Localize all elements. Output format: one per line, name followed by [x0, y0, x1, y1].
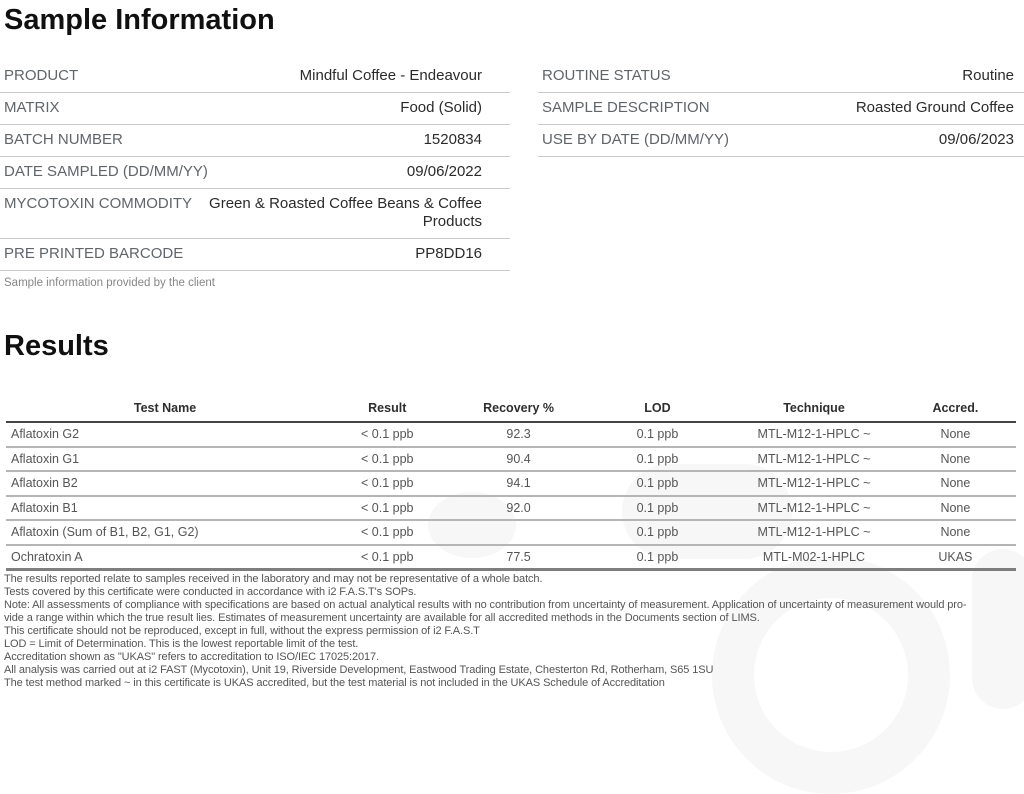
note-line: The results reported relate to samples received in the laboratory and may not be representative of a whole batch. [4, 573, 543, 585]
table-cell: Aflatoxin G1 [6, 447, 319, 472]
info-value: 1520834 [423, 131, 482, 148]
note-line: Accreditation shown as "UKAS" refers to accreditation to ISO/IEC 17025:2017. [4, 651, 380, 663]
info-row-pre-printed-barcode [0, 239, 510, 271]
info-value: Routine [962, 67, 1014, 84]
info-label: USE BY DATE (DD/MM/YY) [542, 131, 729, 148]
info-label: PRE PRINTED BARCODE [4, 245, 184, 262]
table-row [6, 471, 1016, 496]
table-cell: MTL-M12-1-HPLC ~ [733, 422, 895, 447]
table-cell: 0.1 ppb [582, 422, 734, 447]
table-row [6, 545, 1016, 570]
table-cell: 0.1 ppb [582, 471, 734, 496]
info-label: PRODUCT [4, 67, 79, 84]
table-cell: None [895, 422, 1016, 447]
table-cell: 92.3 [455, 422, 581, 447]
table-cell: < 0.1 ppb [319, 471, 455, 496]
column-header-lod: LOD [582, 396, 734, 422]
results-table [6, 396, 1016, 571]
table-cell: < 0.1 ppb [319, 496, 455, 521]
table-cell: Aflatoxin G2 [6, 422, 319, 447]
table-cell: MTL-M12-1-HPLC ~ [733, 520, 895, 545]
results-notes [0, 573, 1024, 690]
info-row-matrix [0, 93, 510, 125]
info-label: MATRIX [4, 99, 60, 116]
table-cell: None [895, 471, 1016, 496]
table-cell: MTL-M12-1-HPLC ~ [733, 471, 895, 496]
info-label: SAMPLE DESCRIPTION [542, 99, 710, 116]
info-value: Food (Solid) [400, 99, 482, 116]
table-cell: None [895, 447, 1016, 472]
info-label: MYCOTOXIN COMMODITY [4, 195, 193, 212]
column-header-result: Result [319, 396, 455, 422]
info-row-product [0, 61, 510, 93]
note-line: The test method marked ~ in this certificate is UKAS accredited, but the test material is not included in the UKAS Schedule of Accreditation [4, 677, 665, 689]
info-label: DATE SAMPLED (DD/MM/YY) [4, 163, 208, 180]
report-page [0, 4, 1024, 690]
sample-info-right-column [538, 61, 1024, 157]
info-value: PP8DD16 [415, 245, 482, 262]
table-row [6, 422, 1016, 447]
table-cell: MTL-M12-1-HPLC ~ [733, 447, 895, 472]
table-cell: < 0.1 ppb [319, 545, 455, 570]
note-line: This certificate should not be reproduced, except in full, without the express permission of i2 F.A.S.T [4, 625, 480, 637]
info-label: BATCH NUMBER [4, 131, 123, 148]
table-cell: 92.0 [455, 496, 581, 521]
results-table-body [6, 422, 1016, 570]
note-line: Note: All assessments of compliance with specifications are based on actual analytical results with no contribution from uncertainty of measurement. Application of uncertainty of measurement would pro- [4, 599, 967, 611]
table-cell: 94.1 [455, 471, 581, 496]
sample-info-section [0, 61, 1024, 290]
info-row-mycotoxin-commodity [0, 189, 510, 239]
table-cell: Aflatoxin B1 [6, 496, 319, 521]
info-row-use-by-date [538, 125, 1024, 157]
column-header-test-name: Test Name [6, 396, 319, 422]
table-cell: < 0.1 ppb [319, 520, 455, 545]
info-row-date-sampled [0, 157, 510, 189]
info-row-routine-status [538, 61, 1024, 93]
table-cell: 0.1 ppb [582, 545, 734, 570]
info-label: ROUTINE STATUS [542, 67, 671, 84]
note-line: vide a range within which the true result lies. Estimates of measurement uncertainty are available for all accredited methods in the Documents section of LIMS. [4, 612, 760, 624]
table-cell: < 0.1 ppb [319, 422, 455, 447]
column-header-recovery: Recovery % [455, 396, 581, 422]
sample-information-title: Sample Information [4, 4, 275, 36]
table-row [6, 496, 1016, 521]
table-cell: 0.1 ppb [582, 520, 734, 545]
table-cell: < 0.1 ppb [319, 447, 455, 472]
table-cell: Aflatoxin (Sum of B1, B2, G1, G2) [6, 520, 319, 545]
results-title: Results [4, 330, 109, 362]
table-cell: MTL-M12-1-HPLC ~ [733, 496, 895, 521]
column-header-accred: Accred. [895, 396, 1016, 422]
table-cell: 0.1 ppb [582, 496, 734, 521]
table-cell: None [895, 520, 1016, 545]
sample-info-left-column [0, 61, 510, 290]
note-line: All analysis was carried out at i2 FAST (Mycotoxin), Unit 19, Riverside Development, Eastwood Trading Estate, Chesterton Rd, Rotherham, S65 1SU [4, 664, 714, 676]
info-value: 09/06/2023 [938, 131, 1014, 148]
sample-info-footnote: Sample information provided by the client [4, 277, 215, 289]
table-row [6, 520, 1016, 545]
info-value: Roasted Ground Coffee [855, 99, 1014, 116]
table-cell: 77.5 [455, 545, 581, 570]
table-row [6, 447, 1016, 472]
table-cell: Aflatoxin B2 [6, 471, 319, 496]
table-header-row [6, 396, 1016, 422]
table-cell: 0.1 ppb [582, 447, 734, 472]
table-cell: UKAS [895, 545, 1016, 570]
info-value: Green & Roasted Coffee Beans & Coffee Products [209, 195, 482, 230]
info-row-batch-number [0, 125, 510, 157]
info-value: 09/06/2022 [406, 163, 482, 180]
table-cell: 90.4 [455, 447, 581, 472]
info-value: Mindful Coffee - Endeavour [299, 67, 482, 84]
column-header-technique: Technique [733, 396, 895, 422]
table-cell: MTL-M02-1-HPLC [733, 545, 895, 570]
table-cell [455, 520, 581, 545]
info-row-sample-description [538, 93, 1024, 125]
note-line: Tests covered by this certificate were conducted in accordance with i2 F.A.S.T's SOPs. [4, 586, 417, 598]
table-cell: None [895, 496, 1016, 521]
table-cell: Ochratoxin A [6, 545, 319, 570]
note-line: LOD = Limit of Determination. This is the lowest reportable limit of the test. [4, 638, 359, 650]
